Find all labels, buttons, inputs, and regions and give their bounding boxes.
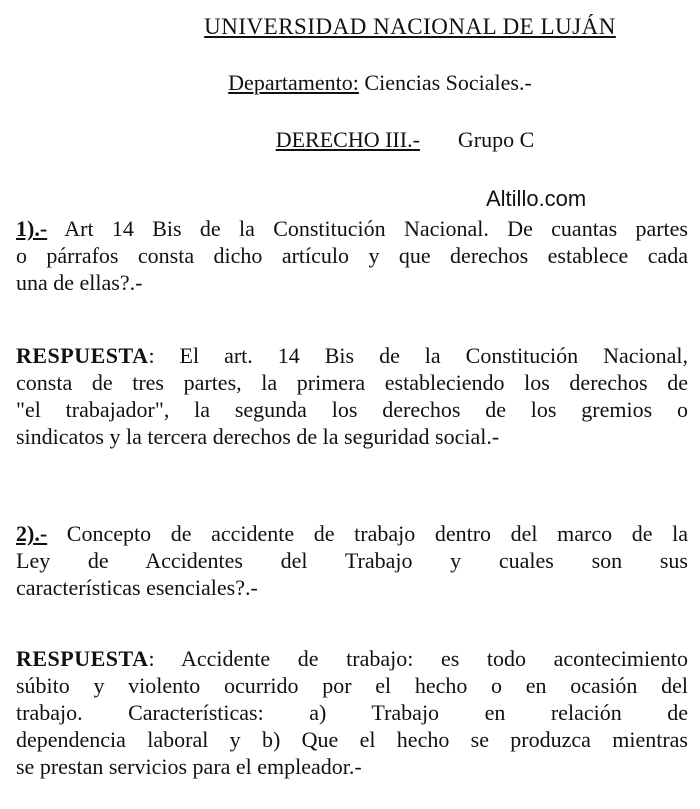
question-2-line: Ley de Accidentes del Trabajo y cuales son sus	[16, 548, 688, 573]
answer-1-line: sindicatos y la tercera derechos de la seguridad social.-	[16, 424, 500, 449]
answer-1-text: : El art. 14 Bis de la Constitución Nacional,	[148, 343, 688, 368]
university-title	[60, 14, 700, 40]
answer-2-line: trabajo. Características: a) Trabajo en relación de	[16, 700, 688, 725]
answer-1-line: consta de tres partes, la primera estableciendo los derechos de	[16, 370, 688, 395]
answer-2-text: : Accidente de trabajo: es todo acontecimiento	[148, 646, 688, 671]
answer-2-line: súbito y violento ocurrido por el hecho o en ocasión del	[16, 673, 688, 698]
department-line	[30, 70, 700, 96]
question-2-line	[16, 520, 688, 547]
question-2-number: 2).-	[16, 521, 48, 546]
course-group: Grupo C	[457, 127, 535, 152]
course-name: DERECHO III.-	[275, 127, 420, 152]
watermark: Altillo.com	[486, 186, 587, 211]
question-1-text: Art 14 Bis de la Constitución Nacional. De cuantas partes	[64, 216, 688, 241]
answer-2-line	[16, 645, 688, 672]
question-1-number: 1).-	[16, 216, 48, 241]
answer-2-line: dependencia laboral y b) Que el hecho se produzca mientras	[16, 727, 688, 752]
department-label: Departamento:	[228, 70, 359, 95]
question-1-line: o párrafos consta dicho artículo y que derechos establece cada	[16, 243, 688, 268]
answer-1	[16, 342, 688, 450]
answer-2-line: se prestan servicios para el empleador.-	[16, 754, 362, 779]
question-2-line: características esenciales?.-	[16, 575, 258, 600]
question-1-line	[16, 215, 688, 242]
university-name: UNIVERSIDAD NACIONAL DE LUJÁN	[204, 14, 616, 39]
question-1	[16, 215, 688, 296]
answer-1-line	[16, 342, 688, 369]
course-line	[55, 127, 700, 153]
answer-2	[16, 645, 688, 780]
answer-1-line: "el trabajador", la segunda los derechos de los gremios o	[16, 397, 688, 422]
question-2	[16, 520, 688, 601]
department-name: Ciencias Sociales.-	[364, 70, 532, 95]
question-1-line: una de ellas?.-	[16, 270, 143, 295]
question-2-text: Concepto de accidente de trabajo dentro del marco de la	[66, 521, 688, 546]
answer-1-label: RESPUESTA	[16, 343, 149, 368]
answer-2-label: RESPUESTA	[16, 646, 149, 671]
